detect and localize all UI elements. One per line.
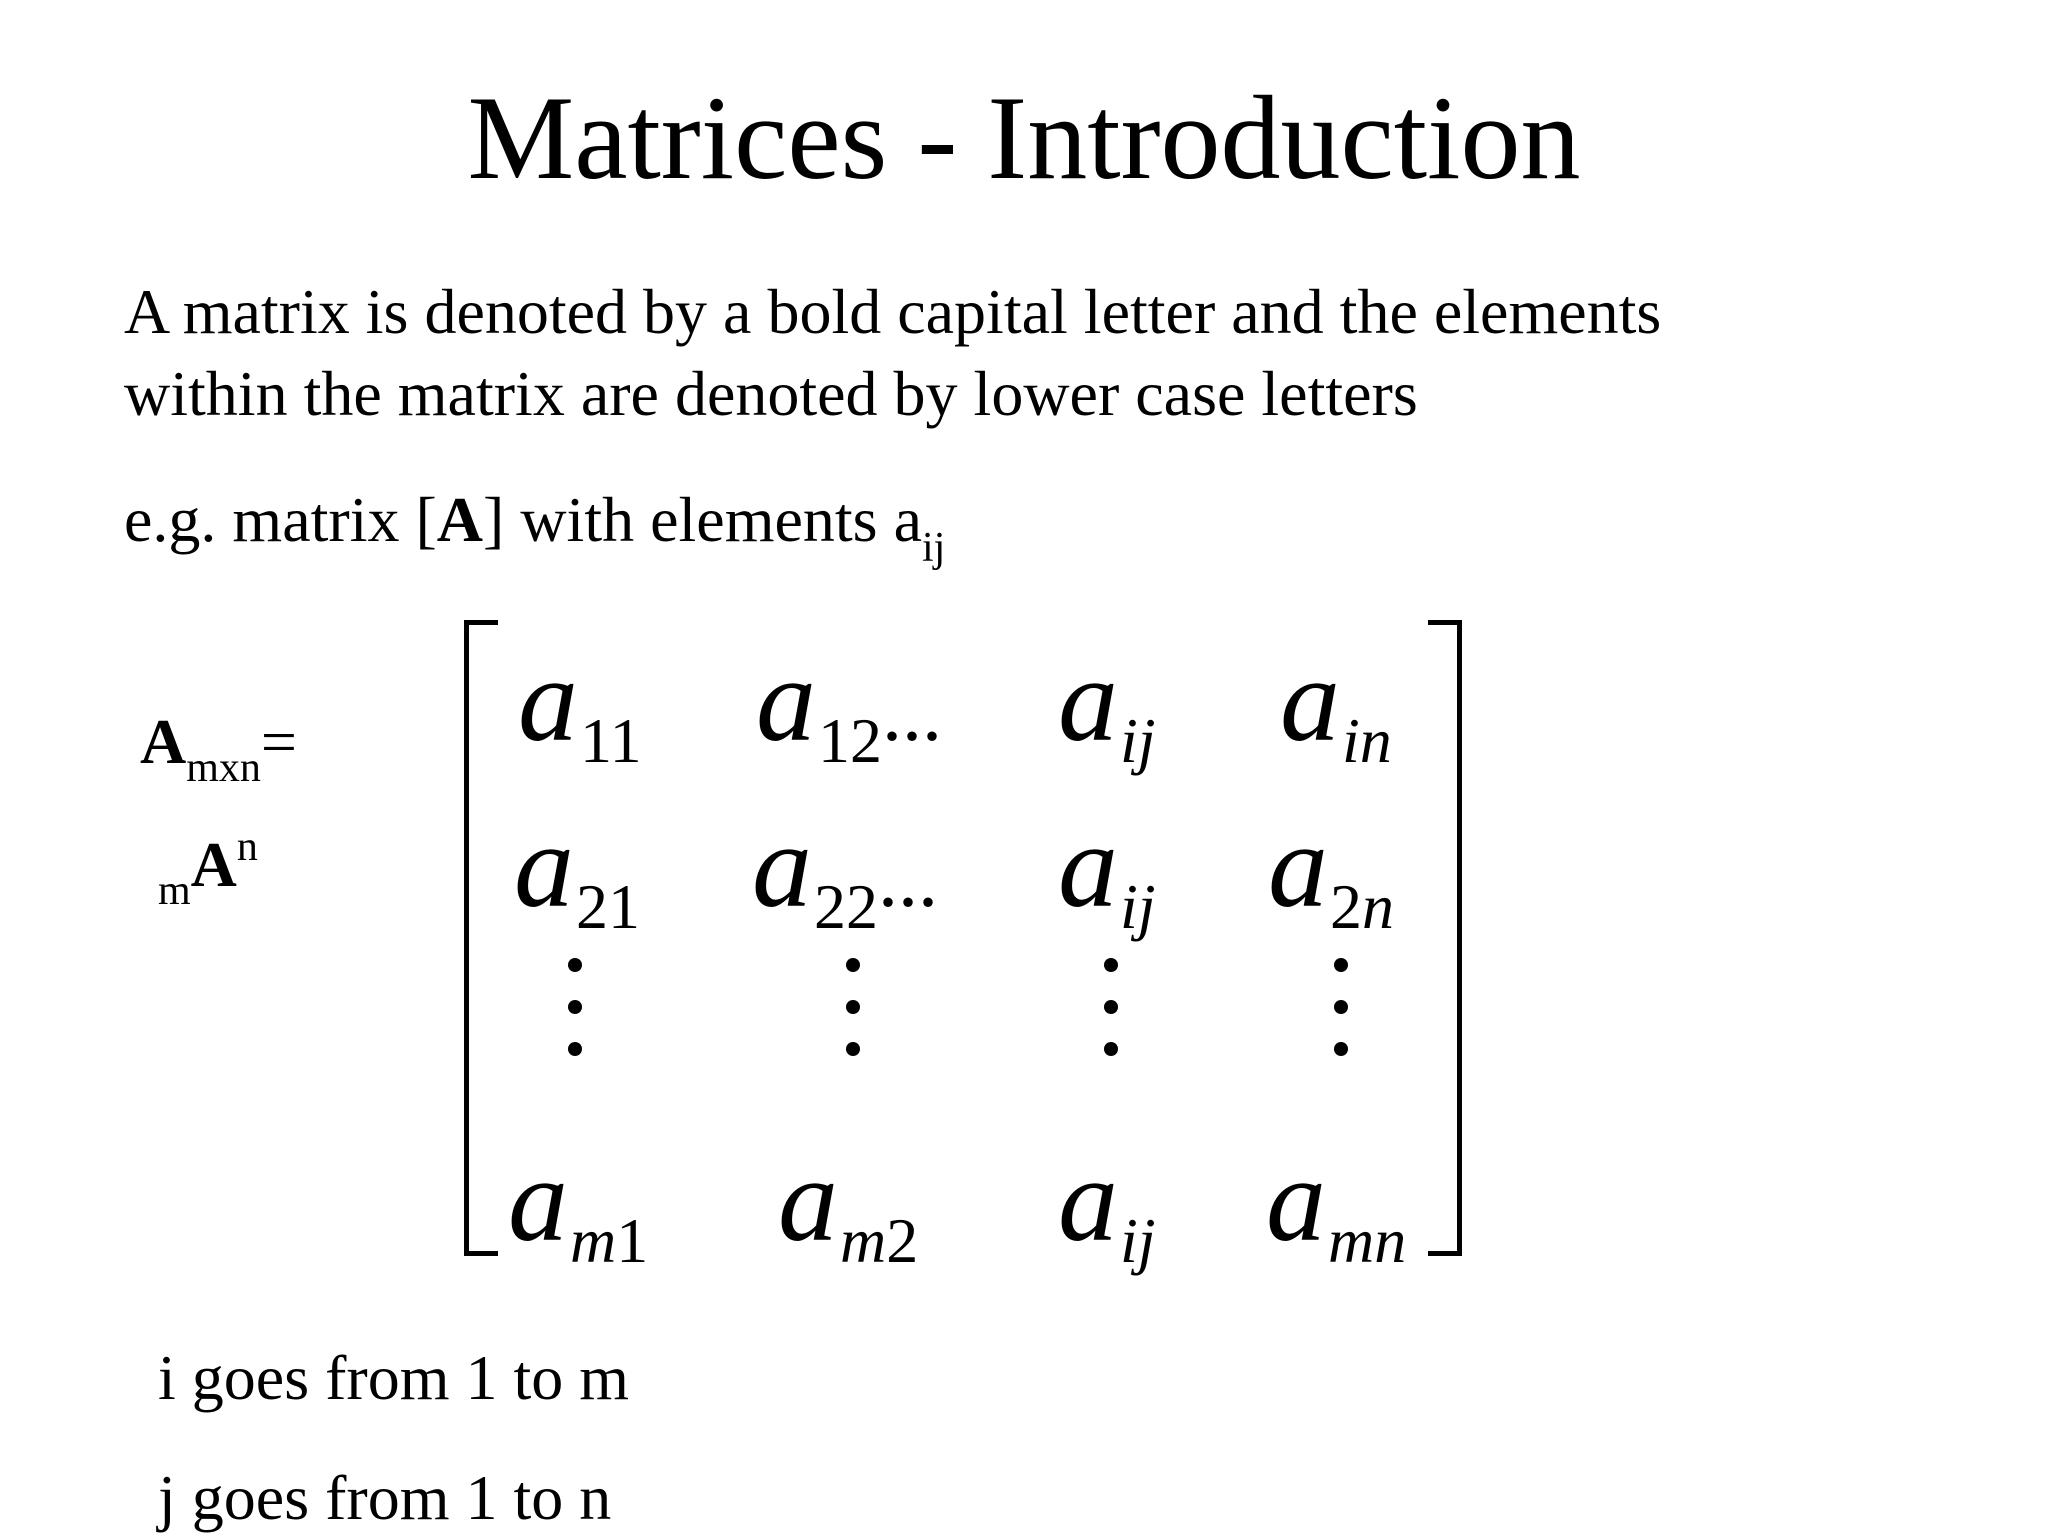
vertical-ellipsis bbox=[846, 958, 862, 1068]
matrix-cell: amn bbox=[1266, 1133, 1407, 1276]
vertical-ellipsis bbox=[1334, 958, 1350, 1068]
matrix-cell: am2 bbox=[778, 1133, 919, 1276]
man-superscript: n bbox=[236, 824, 258, 870]
man-presubscript: m bbox=[158, 868, 191, 914]
example-line bbox=[124, 480, 946, 571]
matrix-cell: ain bbox=[1280, 633, 1392, 776]
matrix-cell: aij bbox=[1058, 799, 1156, 942]
matrix-cell: a22... bbox=[752, 799, 938, 942]
amxn-equals: = bbox=[260, 706, 297, 777]
matrix-cell: a2n bbox=[1268, 799, 1394, 942]
amxn-letter: A bbox=[140, 706, 187, 777]
matrix-cell: aij bbox=[1058, 1133, 1156, 1276]
matrix-cell: a11 bbox=[518, 633, 642, 776]
example-subscript: ij bbox=[921, 525, 946, 571]
matrix-label-amxn bbox=[140, 705, 297, 791]
matrix-label-man bbox=[158, 824, 258, 914]
man-letter: A bbox=[190, 829, 237, 900]
j-range-note: j goes from 1 to n bbox=[158, 1462, 612, 1533]
i-range-note: i goes from 1 to m bbox=[158, 1342, 630, 1413]
matrix-right-bracket bbox=[1428, 620, 1462, 1256]
matrix-cell: aij bbox=[1058, 633, 1156, 776]
example-bold-letter: A bbox=[436, 484, 483, 555]
example-suffix: ] with elements a bbox=[483, 484, 922, 555]
amxn-subscript: mxn bbox=[186, 745, 261, 791]
vertical-ellipsis bbox=[568, 958, 584, 1068]
page-title: Matrices - Introduction bbox=[467, 71, 1581, 204]
intro-line-2: within the matrix are denoted by lower case letters bbox=[124, 358, 1418, 429]
example-prefix: e.g. matrix [ bbox=[124, 484, 437, 555]
matrix-cell: a21 bbox=[514, 799, 640, 942]
matrix-left-bracket bbox=[464, 620, 498, 1256]
matrix-cell: am1 bbox=[508, 1133, 649, 1276]
intro-line-1: A matrix is denoted by a bold capital letter and the elements bbox=[124, 276, 1662, 347]
vertical-ellipsis bbox=[1104, 958, 1120, 1068]
matrix-cell: a12... bbox=[756, 633, 942, 776]
